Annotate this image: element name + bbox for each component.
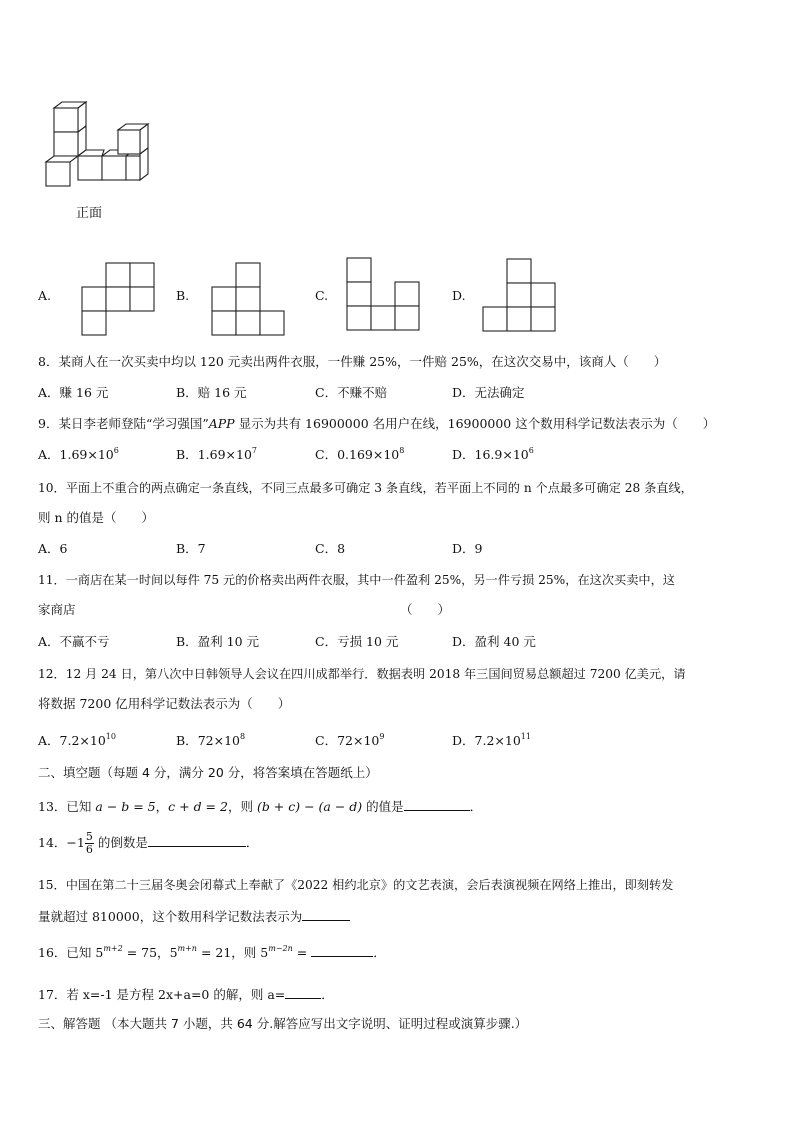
- q15-stem-line1: 15．中国在第二十三届冬奥会闭幕式上奉献了《2022 相约北京》的文艺表演，会后表演视频在网络上推出，即刻转发: [38, 878, 674, 892]
- q12-stem-line1: 12．12 月 24 日，第八次中日韩领导人会议在四川成都举行．数据表明 2018 年三国间贸易总额超过 7200 亿美元，请: [38, 667, 686, 681]
- q11-option-b: B．盈利 10 元: [176, 634, 260, 649]
- q8-option-d: D．无法确定: [452, 385, 525, 400]
- q10-stem-line2: 则 n 的值是（ ）: [38, 510, 154, 525]
- q13-stem: 13．已知 a − b = 5，c + d = 2，则 (b + c) − (a − d) 的值是 ．: [38, 799, 483, 814]
- option-c-view: [345, 257, 423, 331]
- q16-stem: 16．已知 $5^{m+2} = 75$，$5^{m+n} = 21$，则 $5^{m-2n}$ = ．: [38, 944, 386, 960]
- option-a-view: [80, 262, 158, 336]
- q10-option-a: A．6: [38, 541, 68, 556]
- q8-option-c: C．不赚不赔: [315, 385, 388, 400]
- q8-option-b: B．赔 16 元: [176, 385, 247, 400]
- q14-stem: 14．−1 $\frac{5}{6}$ 的倒数是 ．: [38, 830, 259, 856]
- q13-answer-blank[interactable]: [404, 797, 470, 811]
- option-b-view: [210, 262, 288, 336]
- q14-answer-blank[interactable]: [148, 833, 246, 847]
- q10-option-d: D．9: [452, 541, 483, 556]
- section3-title: 三、解答题 （本大题共 7 小题，共 64 分.解答应写出文字说明、证明过程或演算步骤.）: [38, 1016, 528, 1031]
- q15-stem-line2: 量就超过 810000，这个数用科学记数法表示为: [38, 907, 350, 925]
- q8-option-a: A．赚 16 元: [38, 385, 109, 400]
- front-label: 正面: [76, 206, 103, 221]
- q9-option-d: D．$16.9\times 10^6$: [452, 446, 534, 462]
- q17-answer-blank[interactable]: [285, 985, 321, 999]
- q10-option-b: B．7: [176, 541, 206, 556]
- cube-solid-figure: [40, 98, 160, 190]
- q14-fraction: $\frac{5}{6}$: [85, 830, 93, 856]
- q15-answer-blank[interactable]: [302, 907, 350, 921]
- q9-option-b: B．$1.69\times 10^7$: [176, 446, 257, 462]
- q9-stem: 9．某日李老师登陆“学习强国”APP 显示为共有 16900000 名用户在线，16900000 这个数用科学记数法表示为（ ）: [38, 416, 716, 431]
- q10-stem-line1: 10．平面上不重合的两点确定一条直线，不同三点最多可确定 3 条直线，若平面上不同的 n 个点最多可确定 28 条直线，: [38, 481, 693, 495]
- q12-option-b: B．$72\times 10^8$: [176, 732, 246, 748]
- option-d-view: [481, 258, 559, 332]
- q10-option-c: C．8: [315, 541, 346, 556]
- section2-title: 二、填空题（每题 4 分，满分 20 分，将答案填在答题纸上）: [38, 765, 378, 780]
- q11-stem-line2a: 家商店: [38, 602, 76, 617]
- q11-option-d: D．盈利 40 元: [452, 634, 536, 649]
- q11-stem-line1: 11．一商店在某一时间以每件 75 元的价格卖出两件衣服，其中一件盈利 25%，另一件亏损 25%，在这次买卖中，这: [38, 573, 675, 587]
- q12-option-a: A．$7.2\times 10^{10}$: [38, 732, 116, 748]
- q8-stem: 8．某商人在一次买卖中均以 120 元卖出两件衣服，一件赚 25%，一件赔 25%，在这次交易中，该商人（ ）: [38, 354, 667, 369]
- q17-stem: 17．若 x=-1 是方程 2x+a=0 的解，则 a= ．: [38, 987, 334, 1002]
- q16-answer-blank[interactable]: [311, 943, 373, 957]
- option-d-label: D.: [452, 288, 466, 303]
- q12-stem-line2: 将数据 7200 亿用科学记数法表示为（ ）: [38, 696, 291, 711]
- option-c-label: C.: [315, 288, 329, 303]
- option-a-label: A.: [38, 288, 52, 303]
- option-b-label: B.: [176, 288, 190, 303]
- q11-stem-line2b: （ ）: [400, 602, 451, 617]
- q12-option-d: D．$7.2\times 10^{11}$: [452, 732, 531, 748]
- q9-option-c: C．$0.169\times 10^8$: [315, 446, 405, 462]
- q11-option-a: A．不赢不亏: [38, 634, 110, 649]
- q12-option-c: C．$72\times 10^9$: [315, 732, 385, 748]
- q9-option-a: A．$1.69\times 10^6$: [38, 446, 119, 462]
- q11-option-c: C．亏损 10 元: [315, 634, 399, 649]
